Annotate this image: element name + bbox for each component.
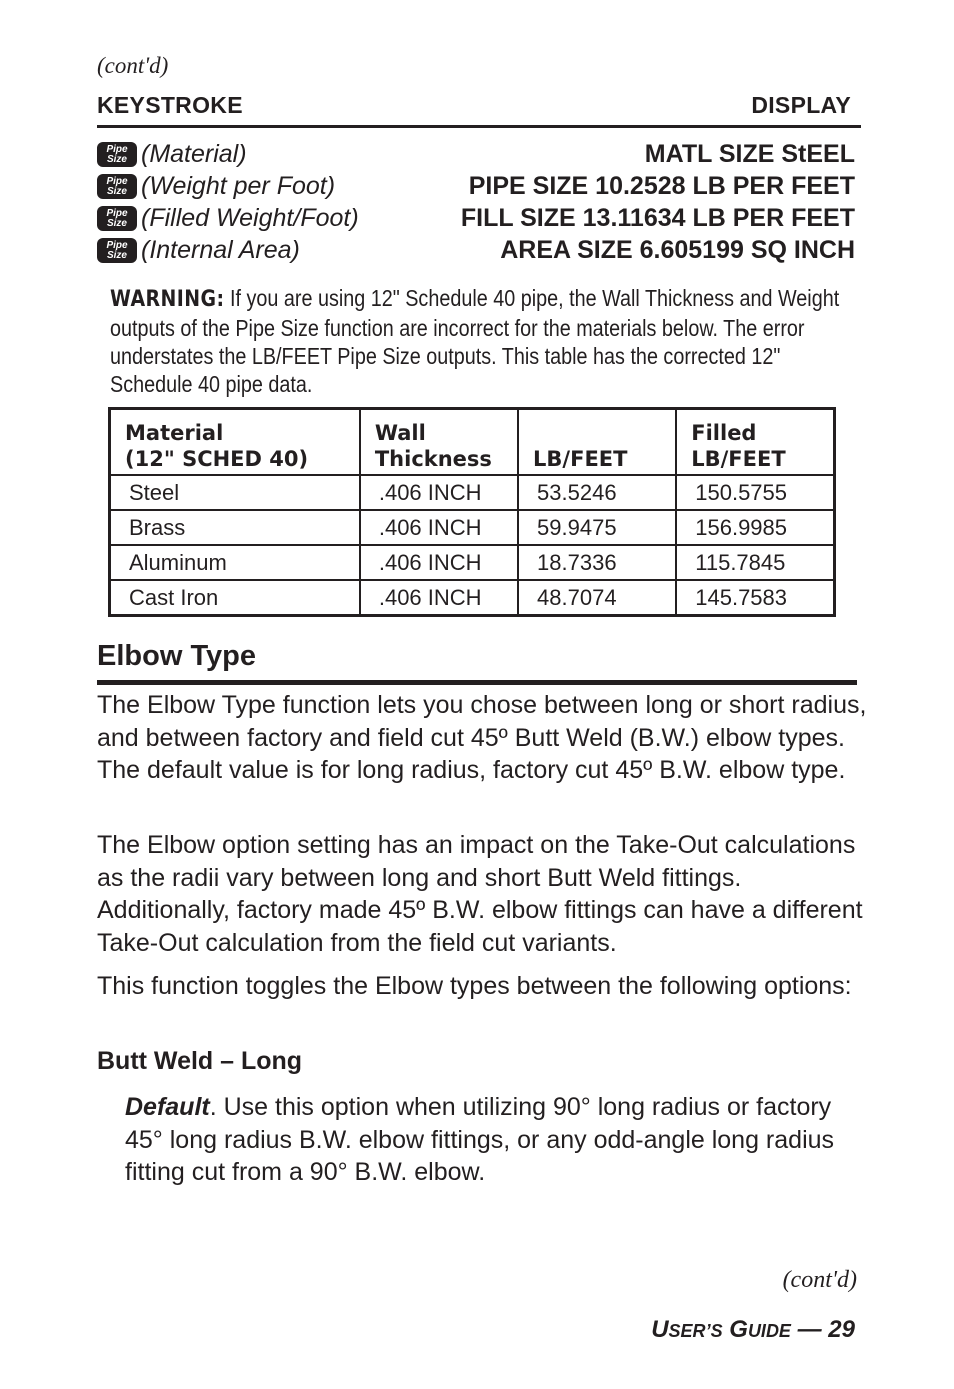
table-cell: 145.7583 bbox=[676, 580, 834, 616]
pipe-data-table bbox=[108, 407, 836, 617]
warning-text: If you are using 12" Schedule 40 pipe, the Wall Thickness and Weight outputs of the Pipe Size function are incorrect for the materials below. The error understates the LB/FEET Pipe Size outputs. This table has the corrected 12" Schedule 40 pipe data. bbox=[110, 285, 840, 397]
paragraph: The Elbow Type function lets you chose between long or short radius, and between factory and field cut 45º Butt Weld (B.W.) elbow types. The default value is for long radius, factory cut 45º B.W. elbow type. bbox=[97, 691, 867, 784]
section-title: Elbow Type bbox=[97, 640, 256, 672]
table-cell: 48.7074 bbox=[518, 580, 676, 616]
table-cell: 115.7845 bbox=[676, 545, 834, 580]
header-rule bbox=[97, 125, 861, 128]
column-header: LB/FEET bbox=[518, 409, 676, 476]
display-header: DISPLAY bbox=[751, 92, 851, 118]
table-cell: Brass bbox=[110, 510, 360, 545]
pipe-size-key-icon: Pipe Size bbox=[97, 238, 137, 263]
pipe-size-key-icon: Pipe Size bbox=[97, 206, 137, 231]
display-value: MATL SIZE StEEL bbox=[644, 140, 855, 168]
default-text: . Use this option when utilizing 90° long radius or factory 45° long radius B.W. elbow fittings, or any odd-angle long radius fitting cut from a 90° B.W. elbow. bbox=[125, 1093, 835, 1186]
pipe-size-key-icon: Pipe Size bbox=[97, 174, 137, 199]
column-header: Filled LB/FEET bbox=[676, 409, 834, 476]
table-cell: 18.7336 bbox=[518, 545, 676, 580]
keystroke-row bbox=[97, 204, 855, 234]
table-cell: 156.9985 bbox=[676, 510, 834, 545]
warning-note bbox=[110, 284, 841, 398]
table-cell: .406 INCH bbox=[360, 545, 518, 580]
page-footer: USER’S GUIDE — 29 bbox=[651, 1316, 855, 1343]
table-row bbox=[110, 580, 835, 616]
section-rule bbox=[97, 680, 857, 685]
warning-label: WARNING: bbox=[110, 287, 225, 312]
column-header: Material (12" SCHED 40) bbox=[110, 409, 360, 476]
table-cell: Aluminum bbox=[110, 545, 360, 580]
keystroke-label: (Material) bbox=[141, 140, 247, 168]
table-row bbox=[110, 475, 835, 510]
table-cell: 59.9475 bbox=[518, 510, 676, 545]
display-value: AREA SIZE 6.605199 SQ INCH bbox=[500, 236, 855, 264]
keystroke-row bbox=[97, 236, 855, 266]
keystroke-label: (Internal Area) bbox=[141, 236, 300, 264]
pipe-size-key-icon: Pipe Size bbox=[97, 142, 137, 167]
table-cell: 150.5755 bbox=[676, 475, 834, 510]
keystroke-label: (Filled Weight/Foot) bbox=[141, 204, 359, 232]
default-label: Default bbox=[125, 1093, 210, 1121]
table-cell: 53.5246 bbox=[518, 475, 676, 510]
table-cell: .406 INCH bbox=[360, 475, 518, 510]
subheading: Butt Weld – Long bbox=[97, 1047, 303, 1075]
table-row bbox=[110, 545, 835, 580]
contd-top: (cont'd) bbox=[97, 53, 169, 78]
table-cell: .406 INCH bbox=[360, 510, 518, 545]
contd-bottom: (cont'd) bbox=[782, 1267, 857, 1293]
keystroke-header: KEYSTROKE bbox=[97, 92, 243, 118]
keystroke-row bbox=[97, 140, 855, 170]
keystroke-row bbox=[97, 172, 855, 202]
display-value: PIPE SIZE 10.2528 LB PER FEET bbox=[468, 172, 855, 200]
table-header-row bbox=[110, 409, 835, 476]
default-paragraph bbox=[125, 1091, 865, 1189]
table-cell: Cast Iron bbox=[110, 580, 360, 616]
table-row bbox=[110, 510, 835, 545]
page-number: 29 bbox=[828, 1316, 855, 1343]
paragraph: The Elbow option setting has an impact on the Take-Out calculations as the radii vary between long and short Butt Weld fittings. Additionally, factory made 45º B.W. elbow fittings can have a different Take-Out calculation from the field cut variants. bbox=[97, 831, 863, 957]
table-cell: Steel bbox=[110, 475, 360, 510]
keystroke-label: (Weight per Foot) bbox=[141, 172, 336, 200]
table-cell: .406 INCH bbox=[360, 580, 518, 616]
paragraph: This function toggles the Elbow types between the following options: bbox=[97, 972, 852, 1000]
column-header: Wall Thickness bbox=[360, 409, 518, 476]
display-value: FILL SIZE 13.11634 LB PER FEET bbox=[460, 204, 855, 232]
